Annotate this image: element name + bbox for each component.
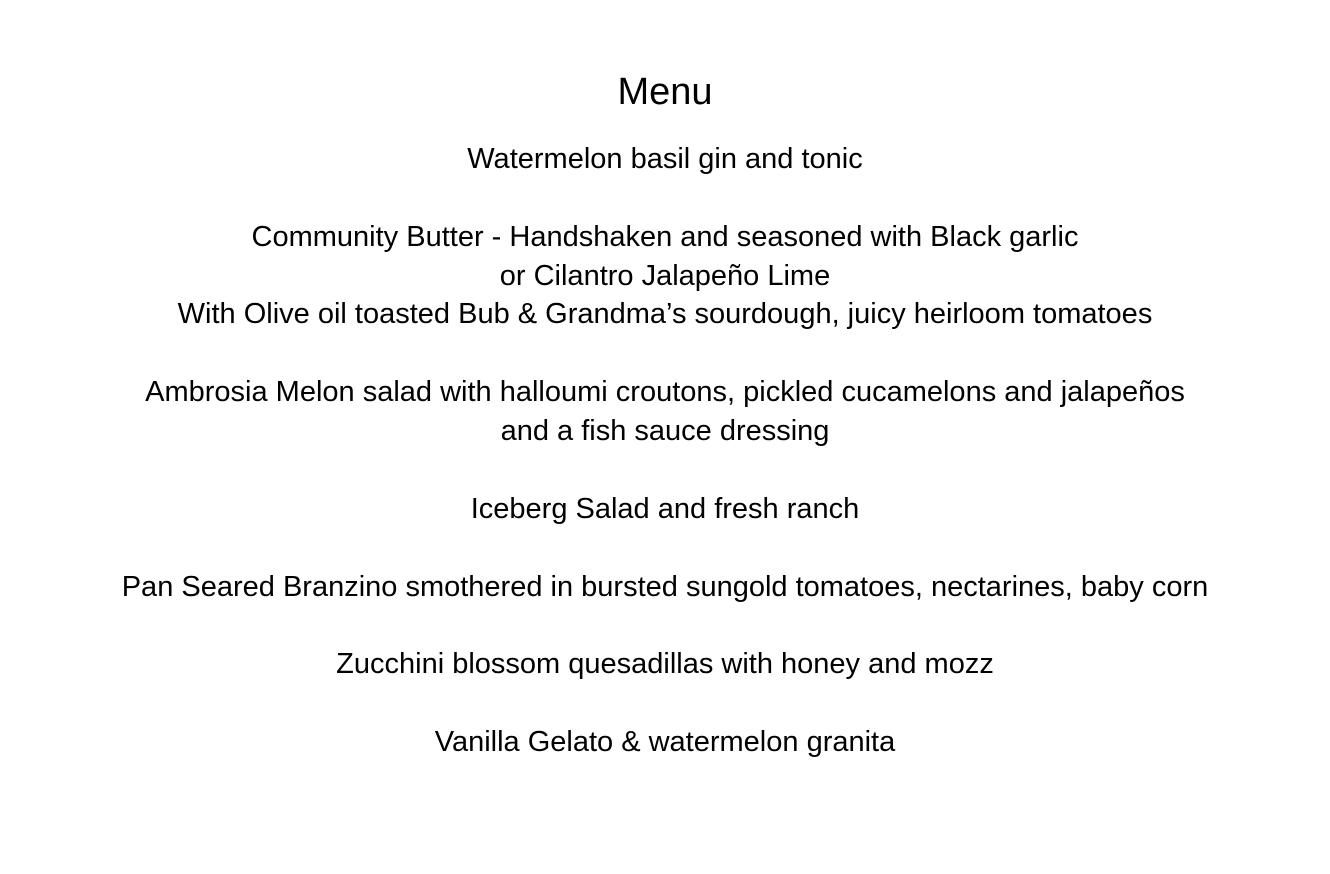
menu-line: Watermelon basil gin and tonic [467,143,863,175]
menu-line: Ambrosia Melon salad with halloumi croutons, pickled cucamelons and jalapeños [145,376,1185,409]
menu-course-dessert [0,723,1330,762]
menu-line: Vanilla Gelato & watermelon granita [434,726,896,759]
menu-course-quesadillas [0,645,1330,684]
menu-course-branzino [0,568,1330,607]
menu-course-drink [0,140,1330,179]
menu-line: Zucchini blossom quesadillas with honey and mozz [336,648,994,681]
menu-line: or Cilantro Jalapeño Lime [499,259,831,292]
menu-line: Community Butter - Handshaken and seasoned with Black garlic [251,220,1079,253]
menu-line: Pan Seared Branzino smothered in bursted sungold tomatoes, nectarines, baby corn [121,570,1209,603]
menu-line: Iceberg Salad and fresh ranch [470,492,860,525]
menu-course-iceberg-salad [0,490,1330,529]
menu-line: and a fish sauce dressing [500,414,830,447]
menu-course-melon-salad [0,373,1330,451]
menu-title: Menu [617,71,713,113]
menu-line: With Olive oil toasted Bub & Grandma’s sourdough, juicy heirloom tomatoes [177,298,1153,331]
menu-course-butter [0,218,1330,334]
